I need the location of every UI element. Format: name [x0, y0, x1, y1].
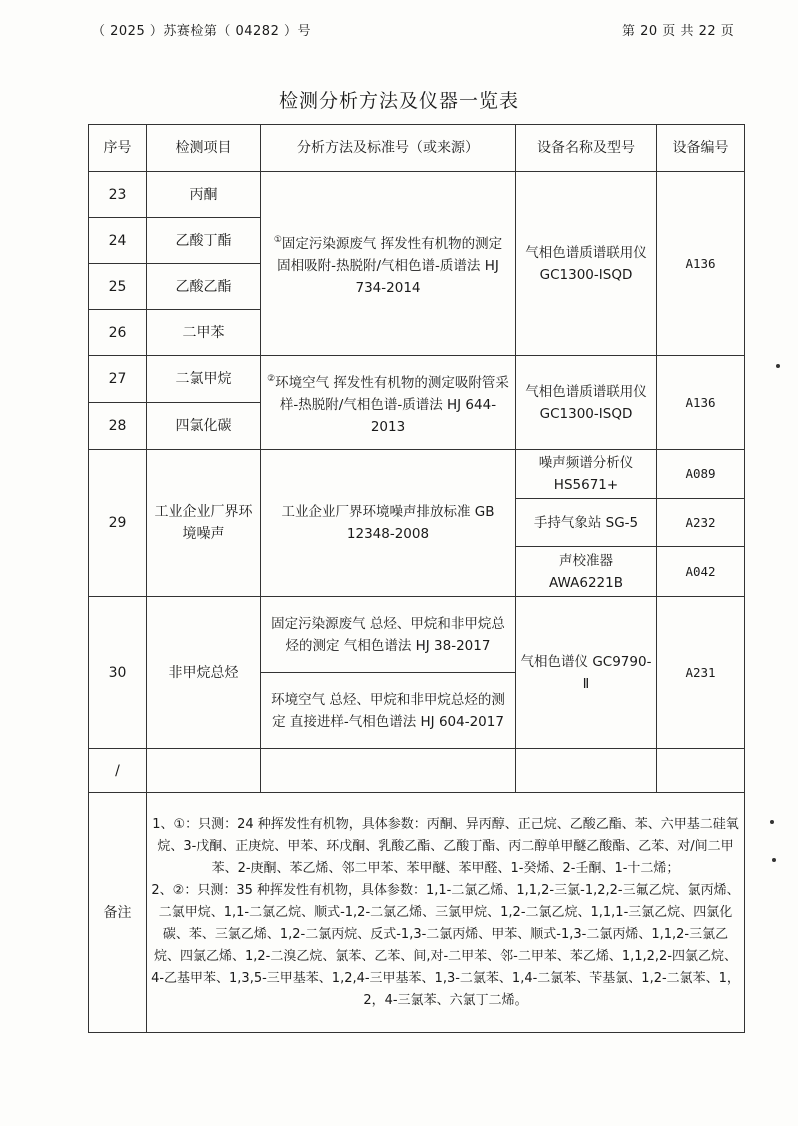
table-row — [89, 172, 745, 218]
equipment-name: 噪声频谱分析仪 HS5671+ — [516, 450, 657, 499]
table-row — [89, 450, 745, 499]
item-name: 非甲烷总烃 — [147, 597, 261, 749]
method-text: 工业企业厂界环境噪声排放标准 GB 12348-2008 — [261, 450, 516, 597]
item-number: 24 — [89, 218, 147, 264]
empty-cell — [261, 749, 516, 793]
item-name: 二氯甲烷 — [147, 356, 261, 403]
item-name: 二甲苯 — [147, 310, 261, 356]
scan-speck — [772, 858, 776, 862]
notes-label: 备注 — [89, 793, 147, 1033]
method-cell — [261, 172, 516, 356]
item-name: 乙酸乙酯 — [147, 264, 261, 310]
scan-speck — [776, 364, 780, 368]
equipment-name: 气相色谱质谱联用仪 GC1300-ISQD — [516, 172, 657, 356]
page-title: 检测分析方法及仪器一览表 — [278, 90, 519, 112]
empty-cell — [516, 749, 657, 793]
equipment-name: 手持气象站 SG-5 — [516, 499, 657, 547]
item-number: / — [89, 749, 147, 793]
notes-cell — [147, 793, 745, 1033]
method-text: 固定污染源废气 挥发性有机物的测定 固相吸附-热脱附/气相色谱-质谱法 HJ 734-2014 — [277, 235, 503, 296]
note-marker: ② — [267, 373, 276, 384]
report-number: （ 2025 ）苏赛检第（ 04282 ）号 — [92, 24, 311, 39]
table-row — [89, 597, 745, 673]
table-row — [89, 749, 745, 793]
notes-row — [89, 793, 745, 1033]
note-marker: ① — [273, 234, 282, 245]
item-name: 四氯化碳 — [147, 403, 261, 450]
column-header: 设备名称及型号 — [516, 125, 657, 172]
item-number: 29 — [89, 450, 147, 597]
column-header: 设备编号 — [657, 125, 745, 172]
column-header: 分析方法及标准号（或来源） — [261, 125, 516, 172]
item-number: 25 — [89, 264, 147, 310]
equipment-name: 气相色谱质谱联用仪 GC1300-ISQD — [516, 356, 657, 450]
equipment-number: A231 — [657, 597, 745, 749]
note-1: 1、①：只测：24 种挥发性有机物，具体参数：丙酮、异丙醇、正己烷、乙酸乙酯、苯、六甲基二硅氧烷、3-戊酮、正庚烷、甲苯、环戊酮、乳酸乙酯、乙酸丁酯、丙二醇单甲醚乙酸酯、乙苯、对/间二甲苯、2-庚酮、苯乙烯、邻二甲苯、苯甲醚、苯甲醛、1-癸烯、2-壬酮、1-十二烯； — [152, 816, 739, 876]
method-text: 固定污染源废气 总烃、甲烷和非甲烷总烃的测定 气相色谱法 HJ 38-2017 — [261, 597, 516, 673]
method-cell — [261, 356, 516, 450]
equipment-number: A042 — [657, 547, 745, 597]
item-number: 23 — [89, 172, 147, 218]
item-number: 27 — [89, 356, 147, 403]
method-text: 环境空气 总烃、甲烷和非甲烷总烃的测定 直接进样-气相色谱法 HJ 604-2017 — [261, 673, 516, 749]
equipment-name: 气相色谱仪 GC9790-Ⅱ — [516, 597, 657, 749]
methods-table — [88, 124, 745, 1033]
method-text: 环境空气 挥发性有机物的测定吸附管采样-热脱附/气相色谱-质谱法 HJ 644-2013 — [275, 374, 509, 435]
equipment-number: A089 — [657, 450, 745, 499]
item-number: 28 — [89, 403, 147, 450]
equipment-number: A136 — [657, 172, 745, 356]
scan-speck — [770, 820, 774, 824]
column-header: 序号 — [89, 125, 147, 172]
equipment-number: A136 — [657, 356, 745, 450]
page-info: 第 20 页 共 22 页 — [622, 24, 735, 39]
item-name: 乙酸丁酯 — [147, 218, 261, 264]
item-number: 30 — [89, 597, 147, 749]
equipment-number: A232 — [657, 499, 745, 547]
item-name: 丙酮 — [147, 172, 261, 218]
empty-cell — [657, 749, 745, 793]
item-number: 26 — [89, 310, 147, 356]
note-2: 2、②：只测：35 种挥发性有机物，具体参数：1,1-二氯乙烯、1,1,2-三氯-1,2,2-三氟乙烷、氯丙烯、二氯甲烷、1,1-二氯乙烷、顺式-1,2-二氯乙烯、三氯甲烷、1,2-二氯乙烷、1,1,1-三氯乙烷、四氯化碳、苯、三氯乙烯、1,2-二氯丙烷、反式-1,3-二氯丙烯、甲苯、顺式-1,3-二氯丙烯、1,1,2-三氯乙烷、四氯乙烯、1,2-二溴乙烷、氯苯、乙苯、间,对-二甲苯、邻-二甲苯、苯乙烯、1,1,2,2-四氯乙烷、4-乙基甲苯、1,3,5-三甲基苯、1,2,4-三甲基苯、1,3-二氯苯、1,4-二氯苯、苄基氯、1,2-二氯苯、1，2，4-三氯苯、六氯丁二烯。 — [151, 882, 740, 1008]
item-name: 工业企业厂界环境噪声 — [147, 450, 261, 597]
table-row — [89, 356, 745, 403]
table-header-row — [89, 125, 745, 172]
column-header: 检测项目 — [147, 125, 261, 172]
equipment-name: 声校准器 AWA6221B — [516, 547, 657, 597]
empty-cell — [147, 749, 261, 793]
